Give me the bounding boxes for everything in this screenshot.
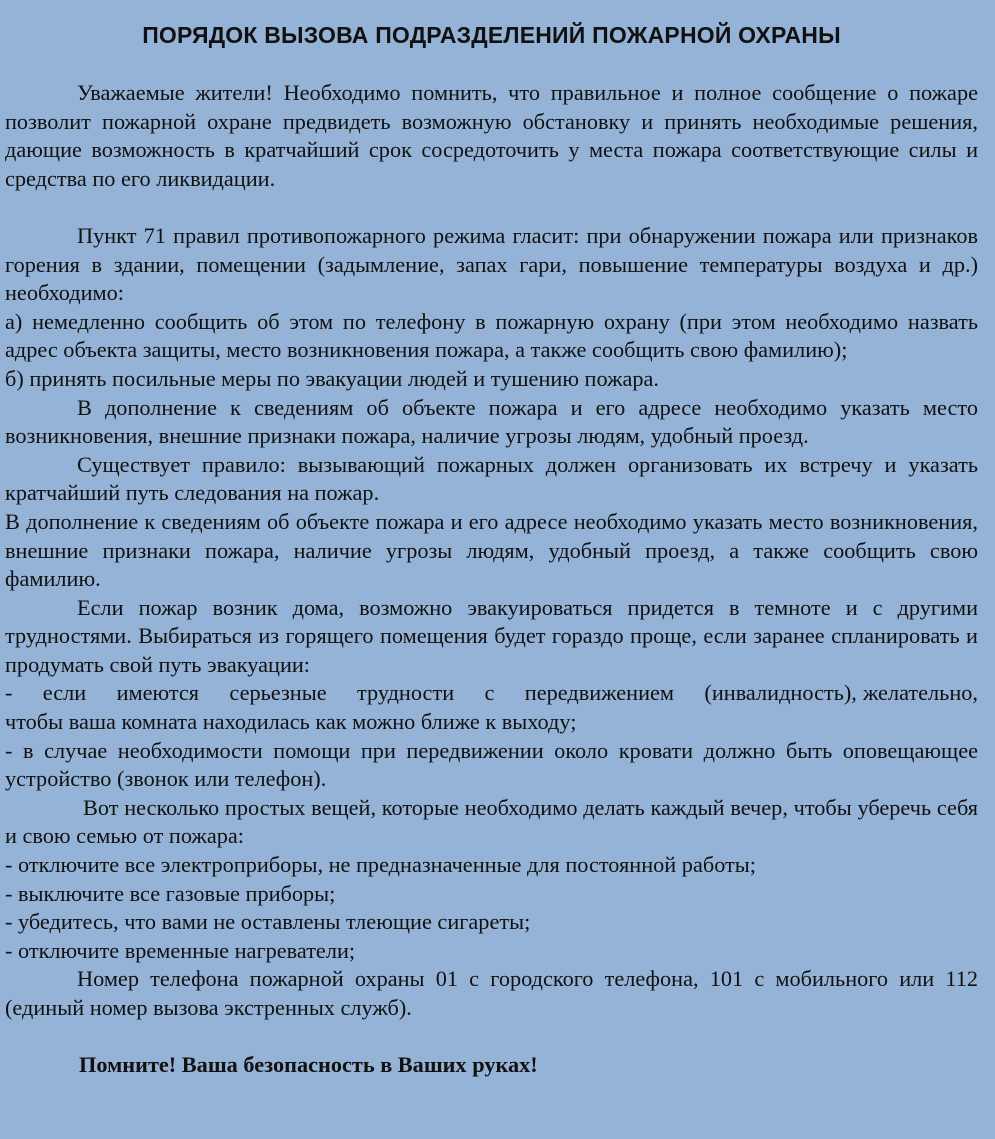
evening-item: - отключите все электроприборы, не предназначенные для постоянной работы; — [5, 852, 756, 878]
additional-info-2-paragraph: В дополнение к сведениям об объекте пожара и его адресе необходимо указать место возникновения, внешние признаки пожара, наличие угрозы людям, удобный проезд, а также сообщить свою фамилию. — [5, 508, 978, 592]
intro-paragraph: Уважаемые жители! Необходимо помнить, что правильное и полное сообщение о пожаре позволит пожарной охране предвидеть возможную обстановку и принять необходимые решения, дающие возможность в кратчайший срок сосредоточить у места пожара соответствующие силы и средства по его ликвидации. — [5, 80, 978, 191]
evening-item: - выключите все газовые приборы; — [5, 880, 336, 906]
rule71-paragraph: Пункт 71 правил противопожарного режима гласит: при обнаружении пожара или признаков горения в здании, помещении (задымление, запах гари, повышение температуры воздуха и др.) необходимо: — [5, 222, 978, 306]
phones-paragraph: Номер телефона пожарной охраны 01 с городского телефона, 101 с мобильного или 112 (единый номер вызова экстренных служб). — [5, 966, 978, 1020]
rule71-item-b: б) принять посильные меры по эвакуации людей и тушению пожара. — [5, 365, 659, 391]
alarm-device-item: - в случае необходимости помощи при передвижении около кровати должно быть оповещающее устройство (звонок или телефон). — [5, 737, 978, 792]
meeting-rule-paragraph: Существует правило: вызывающий пожарных должен организовать их встречу и указать кратчайший путь следования на пожар. — [5, 451, 978, 506]
evening-item: - отключите временные нагреватели; — [5, 937, 356, 963]
evening-intro-paragraph: Вот несколько простых вещей, которые необходимо делать каждый вечер, чтобы уберечь себя и свою семью от пожара: — [5, 794, 978, 849]
spacer — [5, 193, 978, 222]
additional-info-paragraph: В дополнение к сведениям об объекте пожара и его адресе необходимо указать место возникновения, внешние признаки пожара, наличие угрозы людям, удобный проезд. — [5, 394, 978, 449]
closing-slogan: Помните! Ваша безопасность в Ваших руках! — [79, 1052, 538, 1078]
evening-item: - убедитесь, что вами не оставлены тлеющие сигареты; — [5, 909, 531, 935]
home-fire-paragraph: Если пожар возник дома, возможно эвакуироваться придется в темноте и с другими трудностями. Выбираться из горящего помещения будет гораздо проще, если заранее спланировать и продумать свой путь эвакуации: — [5, 594, 978, 677]
page-title: ПОРЯДОК ВЫЗОВА ПОДРАЗДЕЛЕНИЙ ПОЖАРНОЙ ОХРАНЫ — [142, 22, 841, 48]
mobility-item: - если имеются серьезные трудности с передвижением (инвалидность), желательно, чтобы ваша комната находилась как можно ближе к выходу; — [5, 680, 984, 735]
spacer — [5, 1023, 978, 1052]
rule71-item-a: а) немедленно сообщить об этом по телефону в пожарную охрану (при этом необходимо назвать адрес объекта защиты, место возникновения пожара, а также сообщить свою фамилию); — [5, 308, 978, 363]
